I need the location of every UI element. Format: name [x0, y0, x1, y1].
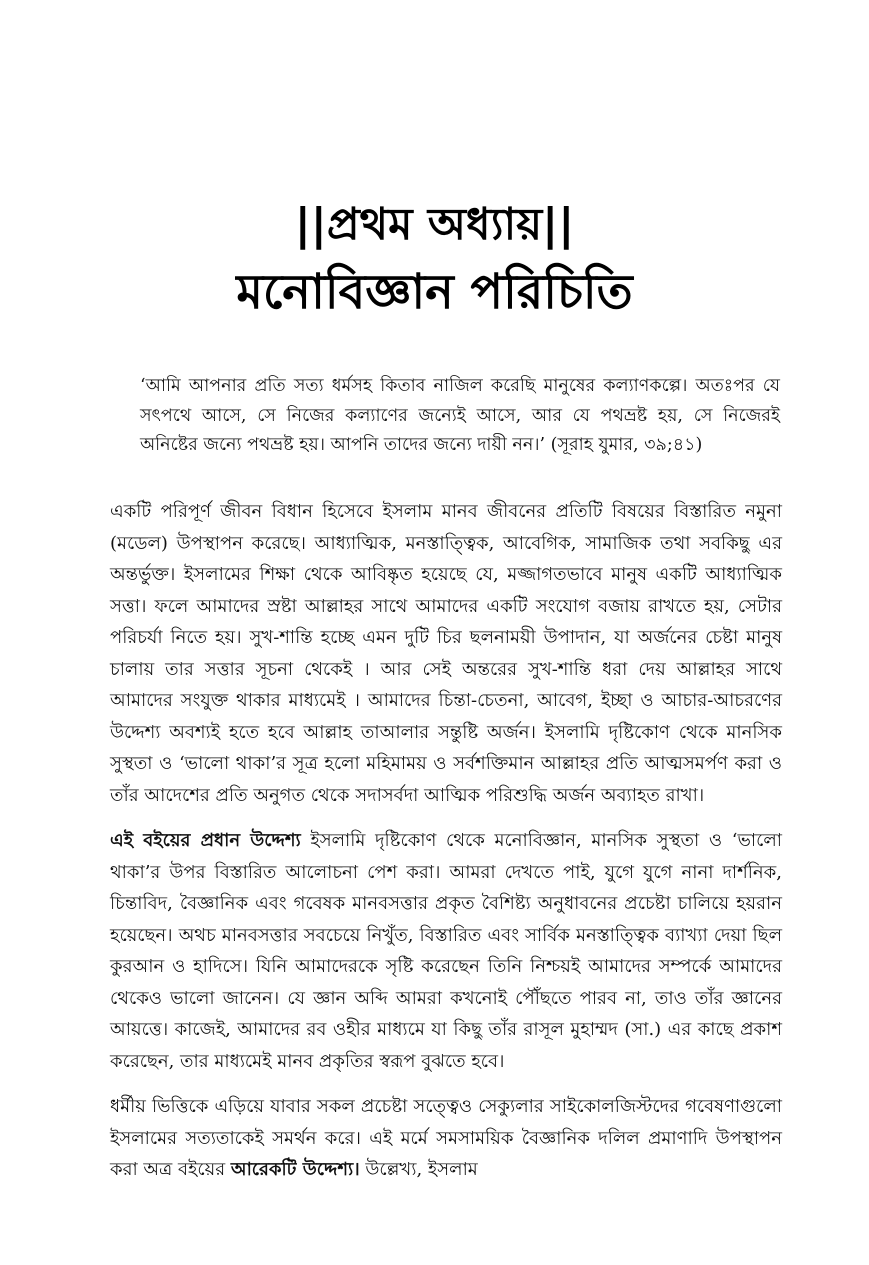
paragraph-3 [110, 1091, 782, 1186]
paragraph-2 [110, 825, 782, 1077]
paragraph-2-text: ইসলামি দৃষ্টিকোণ থেকে মনোবিজ্ঞান, মানসিক সুস্থতা ও ‘ভালো থাকা’র উপর বিস্তারিত আলোচনা পেশ করা। আমরা দেখতে পাই, যুগে যুগে নানা দার্শনিক, চিন্তাবিদ, বৈজ্ঞানিক এবং গবেষক মানবসত্তার প্রকৃত বৈশিষ্ট্য অনুধাবনের প্রচেষ্টা চালিয়ে হয়রান হয়েছেন। অথচ মানবসত্তার সবচেয়ে নিখুঁত, বিস্তারিত এবং সার্বিক মনস্তাত্ত্বিক ব্যাখ্যা দেয়া ছিল কুরআন ও হাদিসে। যিনি আমাদেরকে সৃষ্টি করেছেন তিনি নিশ্চয়ই আমাদের সম্পর্কে আমাদের থেকেও ভালো জানেন। যে জ্ঞান অব্দি আমরা কখনোই পৌঁছতে পারব না, তাও তাঁর জ্ঞানের আয়ত্তে। কাজেই, আমাদের রব ওহীর মাধ্যমে যা কিছু তাঁর রাসূল মুহাম্মদ (সা.) এর কাছে প্রকাশ করেছেন, তার মাধ্যমেই মানব প্রকৃতির স্বরূপ বুঝতে হবে। [110, 830, 782, 1072]
paragraph-3-text-end: উল্লেখ্য, ইসলাম [359, 1159, 478, 1180]
paragraph-3-bold: আরেকটি উদ্দেশ্য। [230, 1159, 360, 1180]
opening-quote: ‘আমি আপনার প্রতি সত্য ধর্মসহ কিতাব নাজিল করেছি মানুষের কল্যাণকল্পে। অতঃপর যে সৎপথে আসে, সে নিজের কল্যাণের জন্যেই আসে, আর যে পথভ্রষ্ট হয়, সে নিজেরই অনিষ্টের জন্যে পথভ্রষ্ট হয়। আপনি তাদের জন্যে দায়ী নন।’ (সূরাহ যুমার, ৩৯;৪১) [140, 376, 780, 455]
chapter-heading [0, 196, 869, 324]
paragraph-3-text-start: ধর্মীয় ভিত্তিকে এড়িয়ে যাবার সকল প্রচেষ্টা সত্ত্বেও সেক্যুলার সাইকোলজিস্টদের গবেষণাগুলো ইসলামের সত্যতাকেই সমর্থন করে। এই মর্মে সমসাময়িক বৈজ্ঞানিক দলিল প্রমাণাদি উপস্থাপন করা অত্র বইয়ের [110, 1096, 782, 1180]
body-text [110, 496, 782, 1200]
chapter-title: মনোবিজ্ঞান পরিচিতি [236, 264, 633, 320]
chapter-number: ||প্রথম অধ্যায়|| [294, 199, 575, 250]
paragraph-2-bold-lead: এই বইয়ের প্রধান উদ্দেশ্য [110, 830, 301, 851]
paragraph-1: একটি পরিপূর্ণ জীবন বিধান হিসেবে ইসলাম মানব জীবনের প্রতিটি বিষয়ের বিস্তারিত নমুনা (মডেল) উপস্থাপন করেছে। আধ্যাত্মিক, মনস্তাত্ত্বিক, আবেগিক, সামাজিক তথা সবকিছু এর অন্তর্ভুক্ত। ইসলামের শিক্ষা থেকে আবিষ্কৃত হয়েছে যে, মজ্জাগতভাবে মানুষ একটি আধ্যাত্মিক সত্তা। ফলে আমাদের স্রষ্টা আল্লাহর সাথে আমাদের একটি সংযোগ বজায় রাখতে হয়, সেটার পরিচর্যা নিতে হয়। সুখ-শান্তি হচ্ছে এমন দুটি চির ছলনাময়ী উপাদান, যা অর্জনের চেষ্টা মানুষ চালায় তার সত্তার সূচনা থেকেই । আর সেই অন্তরের সুখ-শান্তি ধরা দেয় আল্লাহর সাথে আমাদের সংযুক্ত থাকার মাধ্যমেই । আমাদের চিন্তা-চেতনা, আবেগ, ইচ্ছা ও আচার-আচরণের উদ্দেশ্য অবশ্যই হতে হবে আল্লাহ তাআলার সন্তুষ্টি অর্জন। ইসলামি দৃষ্টিকোণ থেকে মানসিক সুস্থতা ও ‘ভালো থাকা’র সূত্র হলো মহিমাময় ও সর্বশক্তিমান আল্লাহর প্রতি আত্মসমর্পণ করা ও তাঁর আদেশের প্রতি অনুগত থেকে সদাসর্বদা আত্মিক পরিশুদ্ধি অর্জন অব্যাহত রাখা। [110, 501, 782, 806]
